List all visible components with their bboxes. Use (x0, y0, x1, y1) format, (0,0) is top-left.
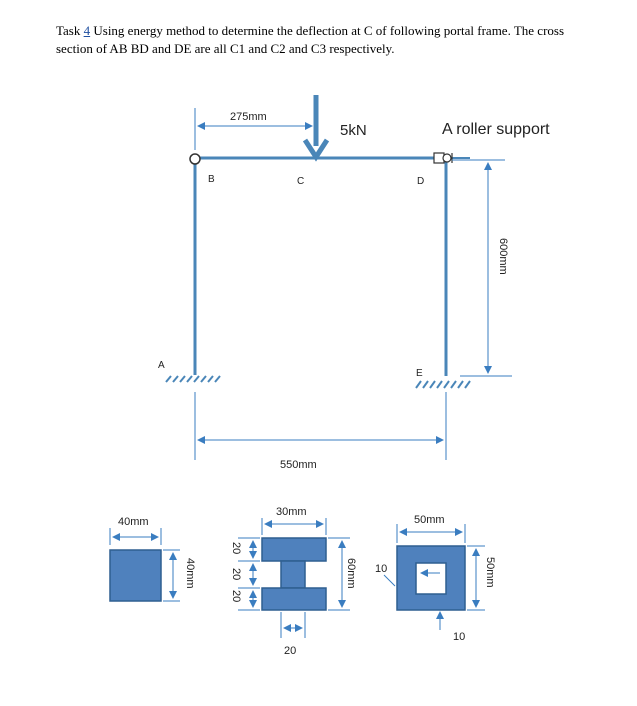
dim-label-550: 550mm (280, 459, 317, 471)
c2-web-width-label: 20 (284, 645, 297, 657)
section-c1 (110, 516, 196, 601)
point-e-label: E (416, 368, 423, 379)
c3-width-label: 50mm (414, 514, 445, 526)
section-c2 (230, 506, 357, 657)
c2-web-height-label: 20 (230, 568, 242, 581)
section-c3 (375, 514, 496, 643)
point-a-label: A (158, 360, 165, 371)
c3-wall-bottom-label: 10 (453, 631, 466, 643)
c3-wall-side-leader (384, 575, 395, 586)
point-d-label: D (417, 176, 425, 187)
hinge-b (190, 154, 200, 164)
c2-web (281, 561, 305, 588)
c1-square (110, 550, 161, 601)
roller-support-icon (434, 153, 452, 163)
c2-width-label: 30mm (276, 506, 307, 518)
c2-height-label: 60mm (345, 558, 357, 589)
c3-inner-hole (416, 563, 446, 594)
c2-top-flange (262, 538, 326, 561)
c2-flange-top-label: 20 (230, 542, 242, 555)
fixed-support-a-hatch (166, 376, 220, 382)
roller-support-label: A roller support (442, 121, 550, 138)
task-prefix: Task (56, 23, 84, 38)
dim-label-275: 275mm (230, 111, 267, 123)
c1-height-label: 40mm (184, 558, 196, 589)
c3-wall-side-label: 10 (375, 563, 388, 575)
c2-bottom-flange (262, 588, 326, 610)
dim-label-600: 600mm (497, 238, 509, 275)
c3-height-label: 50mm (484, 557, 496, 588)
task-text: Using energy method to determine the deflection at C of following portal frame. The cross section of AB BD and DE are all C1 and C2 and C3 respectively. (56, 23, 565, 56)
c2-flange-bottom-label: 20 (230, 590, 242, 603)
task-number: 4 (83, 23, 91, 38)
load-label: 5kN (340, 122, 367, 139)
point-b-label: B (208, 174, 215, 185)
fixed-support-e-hatch (416, 381, 470, 388)
c1-width-label: 40mm (118, 516, 149, 528)
point-c-label: C (297, 176, 305, 187)
